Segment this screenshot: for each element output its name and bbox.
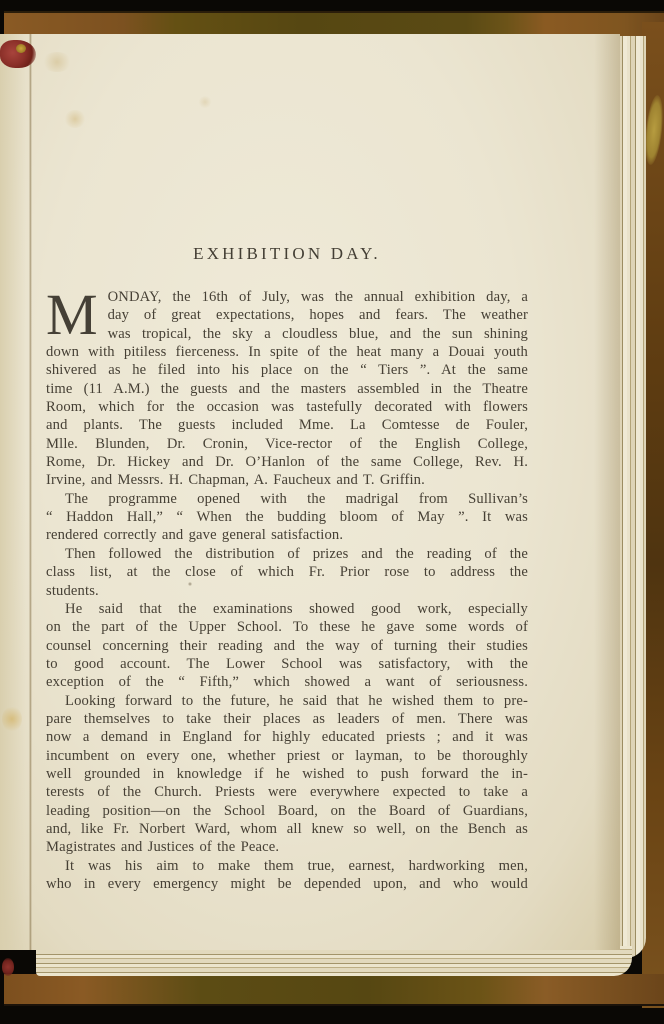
text-line: Rome, Dr. Hickey and Dr. O’Hanlon of the same College, Rev. H.: [46, 454, 528, 471]
page-stain: [198, 96, 212, 108]
text-line: Then followed the distribution of prizes and the reading of the: [65, 545, 528, 562]
text-line: shivered as he filed into his place on the “ Tiers ”. At the same: [46, 362, 528, 379]
page-curve-shade: [594, 34, 620, 950]
text-body: [46, 282, 528, 893]
paragraph: [46, 692, 528, 857]
drop-cap: M: [46, 282, 98, 347]
text-line: Magistrates and Justices of the Peace.: [46, 839, 280, 856]
text-line: who in every emergency might be depended upon, and who would: [46, 876, 528, 892]
text-line: class list, at the close of which Fr. Prior rose to address the: [46, 564, 528, 581]
book-page: [0, 34, 620, 950]
text-line: Looking forward to the future, he said that he wished them to pre-: [65, 692, 528, 709]
text-line: time (11 A.M.) the guests and the masters assembled in the Theatre: [46, 380, 528, 397]
paragraph: [46, 490, 528, 545]
text-line: exception of the “ Fifth,” which showed a want of seriousness.: [46, 674, 528, 691]
headband-red: [0, 40, 36, 68]
text-line: students.: [46, 582, 99, 599]
page-gutter-shade: [0, 34, 29, 950]
text-line: rendered correctly and gave general satisfaction.: [46, 527, 344, 544]
text-line: now a demand in England for highly educated priests ; and it was: [46, 729, 528, 746]
text-line: well grounded in knowledge if he wished to push forward the in-: [46, 765, 528, 782]
text-line: The programme opened with the madrigal from Sullivan’s: [65, 490, 528, 507]
text-line: down with pitiless fierceness. In spite of the heat many a Douai youth: [46, 344, 528, 361]
page-stain: [2, 706, 22, 732]
text-line: to good account. The Lower School was satisfactory, with the: [46, 655, 528, 672]
text-line: day of great expectations, hopes and fears. The weather: [107, 307, 528, 324]
text-line: Mlle. Blunden, Dr. Cronin, Vice-rector of the English College,: [46, 435, 528, 452]
text-line: Room, which for the occasion was tastefully decorated with flowers: [46, 399, 528, 416]
paragraph: [46, 282, 528, 490]
text-line: was tropical, the sky a cloudless blue, and the sun shining: [107, 325, 528, 342]
text-line: terests of the Church. Priests were everywhere expected to take a: [46, 784, 528, 801]
paragraph: [46, 545, 528, 600]
text-line: on the part of the Upper School. To these he gave some words of: [46, 619, 528, 636]
headband-red-bottom: [2, 958, 14, 976]
text-line: incumbent on every one, whether priest or layman, to be thoroughly: [46, 747, 528, 764]
page-edges-bottom: [36, 946, 632, 976]
text-line: and plants. The guests included Mme. La Comtesse de Fouler,: [46, 417, 528, 434]
text-line: pare themselves to take their places as leaders of men. There was: [46, 710, 528, 727]
paragraph: [46, 600, 528, 692]
page-stain: [64, 110, 86, 128]
book-cover-bottom-edge: [4, 974, 664, 1006]
printed-text-area: [46, 244, 528, 893]
text-line: He said that the examinations showed good work, especially: [65, 600, 528, 617]
text-line: and, like Fr. Norbert Ward, whom all knew so well, on the Bench as: [46, 820, 528, 837]
page-heading: EXHIBITION DAY.: [193, 244, 381, 263]
text-line: “ Haddon Hall,” “ When the budding bloom of May ”. It was: [46, 509, 528, 526]
paragraph: [46, 857, 528, 894]
text-line: It was his aim to make them true, earnest, hardworking men,: [65, 857, 528, 874]
page-fold-line: [29, 34, 32, 950]
page-stain: [42, 52, 72, 72]
text-line: Irvine, and Messrs. H. Chapman, A. Faucheux and T. Griffin.: [46, 472, 425, 489]
text-line: counsel concerning their reading and the way of turning their studies: [46, 637, 528, 654]
text-line: leading position—on the School Board, on the Board of Guardians,: [46, 802, 528, 819]
text-line: ONDAY, the 16th of July, was the annual exhibition day, a: [107, 289, 528, 305]
